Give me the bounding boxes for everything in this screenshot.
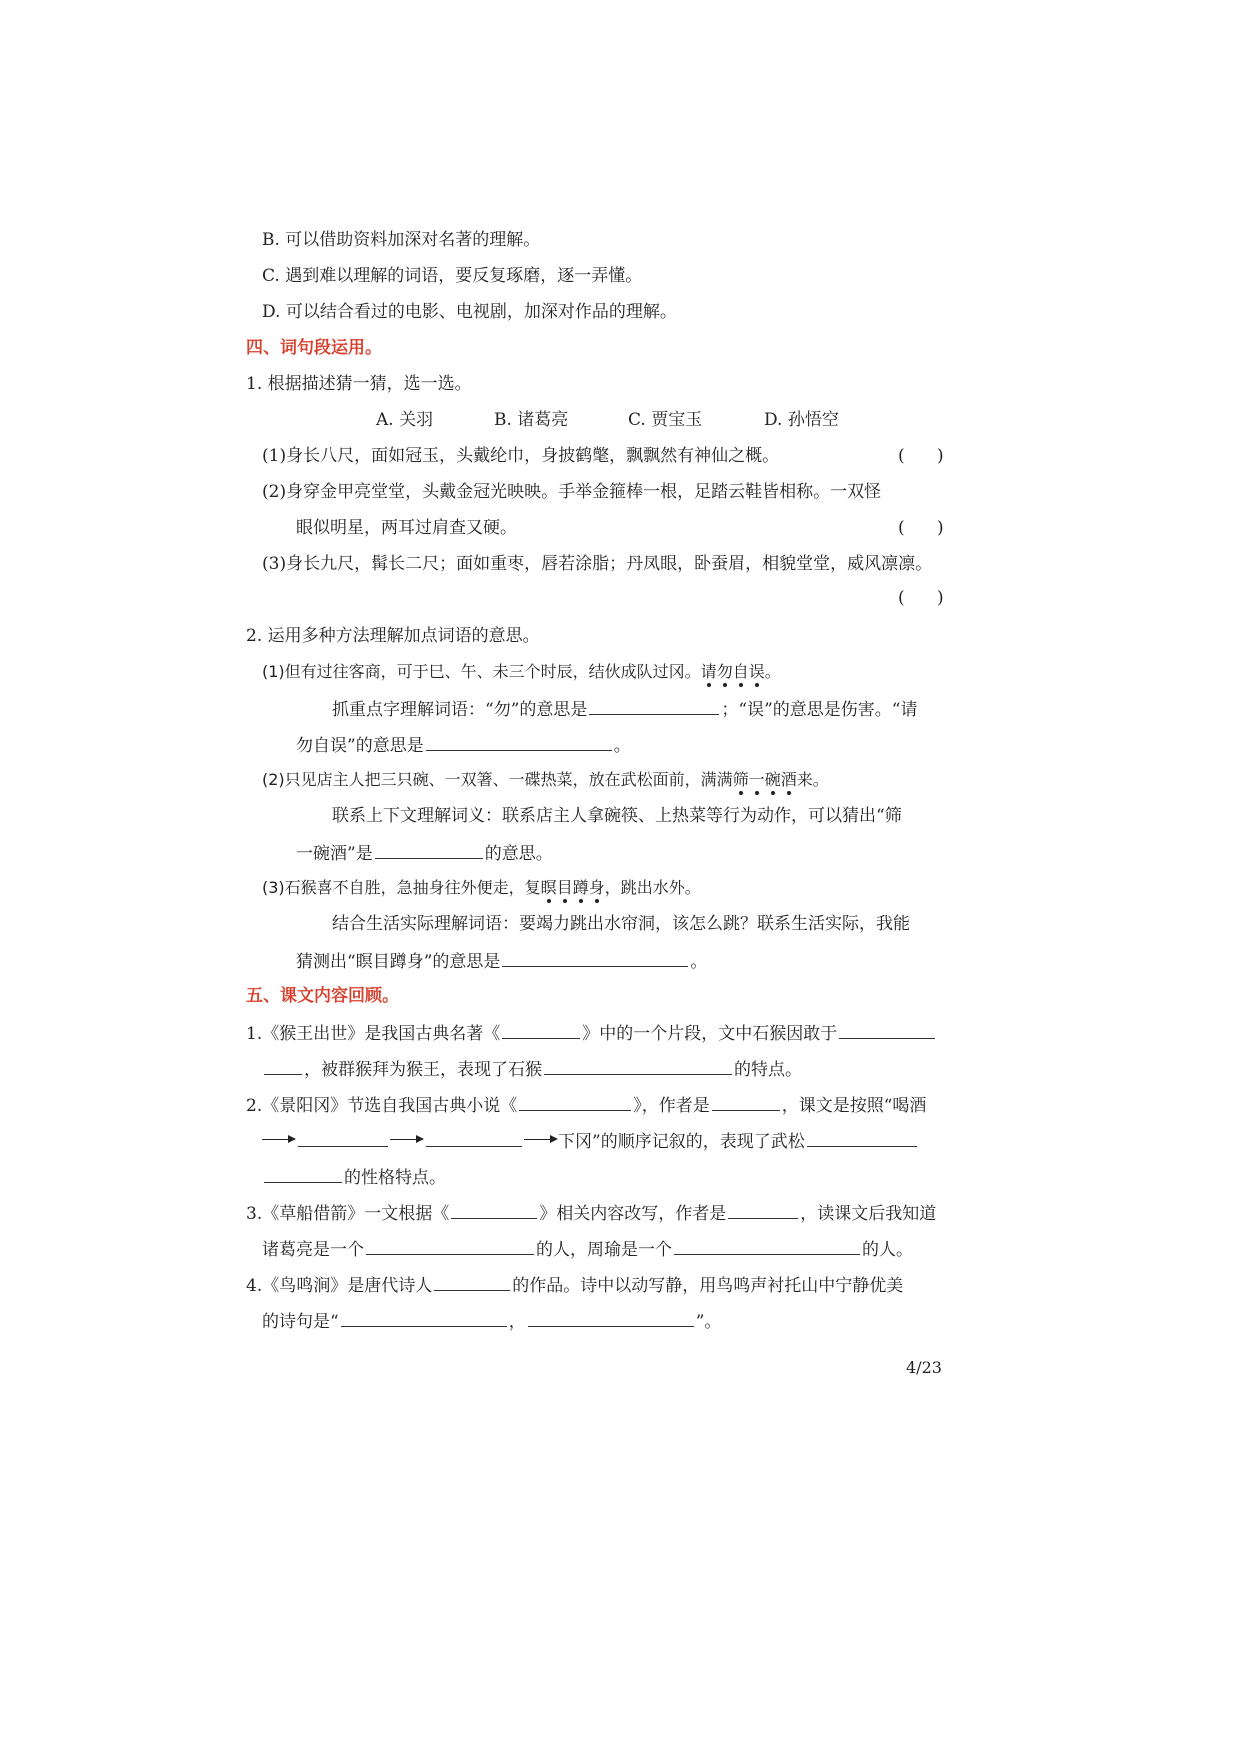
answer-blank[interactable]: [807, 1128, 917, 1147]
answer-text: 的意思。: [484, 844, 553, 864]
dotted-char: 目: [556, 878, 573, 897]
question-text: 的人，周瑜是一个: [536, 1240, 672, 1260]
question-text: ”。: [695, 1312, 722, 1332]
answer-blank[interactable]: [426, 1128, 522, 1147]
answer-text: 。: [690, 952, 708, 972]
answer-blank[interactable]: [674, 1236, 860, 1255]
answer-blank[interactable]: [528, 1308, 694, 1327]
q4-1-option-d: D. 孙悟空: [764, 410, 839, 430]
q5-1-line-2: [262, 1056, 802, 1082]
q4-1-item-2-cont: 眼似明星，两耳过肩查又硬。: [296, 518, 517, 538]
dotted-char: 筛: [732, 770, 749, 789]
answer-blank[interactable]: [544, 1056, 732, 1075]
q4-2-1-answer-line: [332, 696, 917, 722]
q4-1-item-2: (2)身穿金甲亮堂堂，头戴金冠光映映。手举金箍棒一根，足踏云鞋皆相称。一双怪: [262, 482, 882, 502]
question-text: 3.《草船借箭》一文根据《: [246, 1204, 450, 1224]
answer-text: 一碗酒”是: [296, 844, 373, 864]
section5-title: 五、课文内容回顾。: [246, 986, 399, 1006]
answer-blank[interactable]: [264, 1164, 342, 1183]
dotted-char: 身: [588, 878, 605, 897]
dotted-char: 酒: [780, 770, 797, 789]
question-text: ，被群猴拜为猴王，表现了石猴: [304, 1060, 542, 1080]
answer-blank[interactable]: [426, 732, 612, 751]
q4-1-option-a: A. 关羽: [376, 410, 434, 430]
answer-blank[interactable]: [375, 840, 483, 859]
dotted-char: 自: [732, 662, 749, 681]
question-text: ，读课文后我知道: [800, 1204, 937, 1224]
question-text: ，课文是按照“喝酒: [781, 1096, 927, 1116]
answer-blank[interactable]: [502, 948, 688, 967]
q5-4-line-1: [246, 1272, 903, 1298]
q4-2-sentence-2: [262, 768, 829, 792]
page-number: 4/23: [906, 1358, 942, 1377]
question-text: 的性格特点。: [344, 1168, 446, 1188]
q4-2-sentence-3: [262, 876, 701, 900]
q4-1-stem: 1. 根据描述猜一猜，选一选。: [246, 374, 472, 394]
question-text: 》，作者是: [633, 1096, 710, 1116]
q4-1-option-b: B. 诸葛亮: [494, 410, 569, 430]
q4-2-1-answer-line-2: [296, 732, 631, 758]
q4-2-2-answer-line-2: [296, 840, 553, 866]
answer-blank[interactable]: [298, 1128, 388, 1147]
sentence-text: (2)只见店主人把三只碗、一双箸、一碟热菜，放在武松面前，满满: [262, 770, 733, 789]
answer-blank[interactable]: [264, 1056, 302, 1075]
question-text: 的诗句是“: [262, 1312, 339, 1332]
answer-paren-2[interactable]: ( ): [898, 518, 944, 538]
option-b: B. 可以借助资料加深对名著的理解。: [262, 230, 541, 250]
answer-blank[interactable]: [589, 696, 719, 715]
sentence-text: ，跳出水外。: [604, 878, 701, 897]
question-text: 的特点。: [734, 1060, 802, 1080]
answer-blank[interactable]: [519, 1092, 631, 1111]
dotted-char: 请: [700, 662, 717, 681]
answer-text: 。: [613, 736, 631, 756]
option-c: C. 遇到难以理解的词语，要反复琢磨，逐一弄懂。: [262, 266, 643, 286]
answer-blank[interactable]: [839, 1020, 935, 1039]
q4-2-sentence-1: [262, 660, 781, 684]
dotted-char: 瞑: [540, 878, 557, 897]
q4-2-3-answer-line-2: [296, 948, 707, 974]
q4-1-option-c: C. 贾宝玉: [628, 410, 703, 430]
q4-2-2-answer-line: 联系上下文理解词义：联系店主人拿碗筷、上热菜等行为动作，可以猜出“筛: [332, 806, 902, 826]
dotted-char: 蹲: [572, 878, 589, 897]
answer-text: ；“误”的意思是伤害。“请: [721, 700, 918, 720]
answer-blank[interactable]: [434, 1272, 510, 1291]
q5-3-line-2: [262, 1236, 913, 1262]
q5-2-line-3: [262, 1164, 446, 1190]
answer-blank[interactable]: [451, 1200, 537, 1219]
q4-2-3-answer-line: 结合生活实际理解词语：要竭力跳出水帘洞，该怎么跳？联系生活实际，我能: [332, 914, 910, 934]
q5-3-line-1: [246, 1200, 936, 1226]
question-text: 下冈”的顺序记叙的，表现了武松: [558, 1132, 805, 1152]
sentence-text: 。: [764, 662, 781, 681]
arrow-icon: [524, 1129, 558, 1147]
q4-2-stem: 2. 运用多种方法理解加点词语的意思。: [246, 626, 540, 646]
q4-1-item-3: (3)身长九尺，髯长二尺；面如重枣，唇若涂脂；丹凤眼，卧蚕眉，相貌堂堂，威风凛凛。: [262, 554, 933, 574]
question-text: 的人。: [862, 1240, 913, 1260]
question-text: 4.《鸟鸣涧》是唐代诗人: [246, 1276, 433, 1296]
sentence-text: (1)但有过往客商，可于巳、午、未三个时辰，结伙成队过冈。: [262, 662, 701, 681]
arrow-icon: [262, 1129, 296, 1147]
dotted-char: 一: [748, 770, 765, 789]
answer-paren-1[interactable]: ( ): [898, 446, 944, 466]
sentence-text: 来。: [796, 770, 829, 789]
question-text: 》中的一个片段，文中石猴因敢于: [582, 1024, 838, 1044]
dotted-char: 误: [748, 662, 765, 681]
question-text: 》相关内容改写，作者是: [539, 1204, 727, 1224]
answer-paren-3[interactable]: ( ): [898, 588, 944, 608]
q5-4-line-2: [262, 1308, 721, 1334]
answer-blank[interactable]: [712, 1092, 780, 1111]
dotted-char: 勿: [716, 662, 733, 681]
arrow-icon: [390, 1129, 424, 1147]
option-d: D. 可以结合看过的电影、电视剧，加深对作品的理解。: [262, 302, 677, 322]
question-text: 2.《景阳冈》节选自我国古典小说《: [246, 1096, 518, 1116]
question-text: 的作品。诗中以动写静，用鸟鸣声衬托山中宁静优美: [512, 1276, 904, 1296]
q5-1-line-1: [246, 1020, 937, 1046]
answer-text: 猜测出“瞑目蹲身”的意思是: [296, 952, 501, 972]
q5-2-line-2: [262, 1128, 919, 1154]
question-text: 1.《猴王出世》是我国古典名著《: [246, 1024, 501, 1044]
answer-blank[interactable]: [341, 1308, 507, 1327]
q5-2-line-1: [246, 1092, 926, 1118]
answer-blank[interactable]: [366, 1236, 534, 1255]
sentence-text: (3)石猴喜不自胜，急抽身往外便走，复: [262, 878, 541, 897]
q4-1-item-1: (1)身长八尺，面如冠玉，头戴纶巾，身披鹤氅，飘飘然有神仙之概。: [262, 446, 780, 466]
question-text: 诸葛亮是一个: [262, 1240, 364, 1260]
answer-text: 抓重点字理解词语：“勿”的意思是: [332, 700, 588, 720]
answer-blank[interactable]: [728, 1200, 798, 1219]
answer-text: 勿自误”的意思是: [296, 736, 424, 756]
question-text: ，: [508, 1312, 526, 1332]
dotted-char: 碗: [764, 770, 781, 789]
answer-blank[interactable]: [502, 1020, 580, 1039]
section4-title: 四、词句段运用。: [246, 338, 382, 358]
